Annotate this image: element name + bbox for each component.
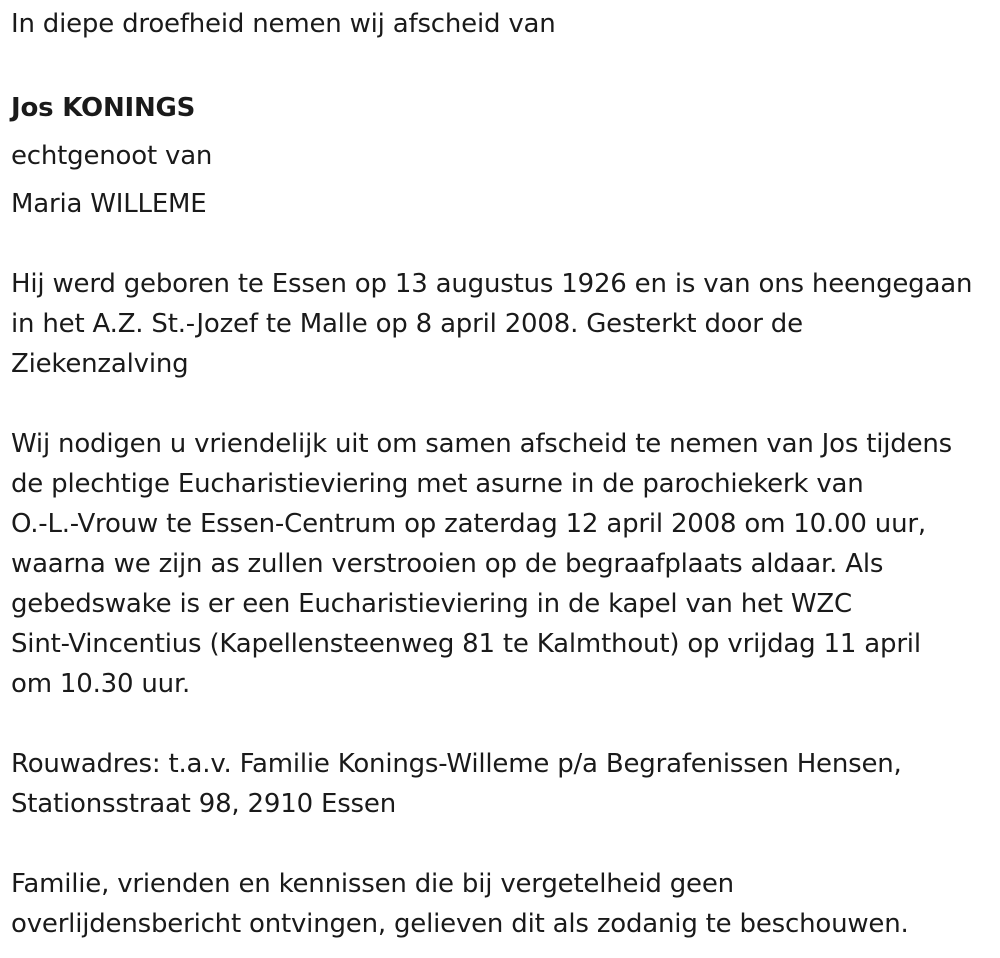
birth-paragraph	[11, 264, 996, 384]
paragraph-line: om 10.30 uur.	[11, 669, 191, 699]
closing-paragraph	[11, 864, 996, 944]
paragraph-line: gebedswake is er een Eucharistieviering in de kapel van het WZC	[11, 589, 852, 619]
ceremony-paragraph	[11, 424, 996, 704]
spouse-name: Maria WILLEME	[11, 189, 207, 219]
paragraph-line: waarna we zijn as zullen verstrooien op de begraafplaats aldaar. Als	[11, 549, 884, 579]
paragraph-line: Familie, vrienden en kennissen die bij vergetelheid geen	[11, 869, 734, 899]
paragraph-line: Wij nodigen u vriendelijk uit om samen afscheid te nemen van Jos tijdens	[11, 429, 953, 459]
paragraph-line: Hij werd geboren te Essen op 13 augustus 1926 en is van ons heengegaan	[11, 269, 973, 299]
intro-text: In diepe droefheid nemen wij afscheid van	[11, 9, 556, 39]
paragraph-line: de plechtige Eucharistieviering met asurne in de parochiekerk van	[11, 469, 864, 499]
paragraph-line: O.-L.-Vrouw te Essen-Centrum op zaterdag 12 april 2008 om 10.00 uur,	[11, 509, 926, 539]
paragraph-line: Sint-Vincentius (Kapellensteenweg 81 te Kalmthout) op vrijdag 11 april	[11, 629, 921, 659]
address-paragraph	[11, 744, 996, 824]
paragraph-line: Stationsstraat 98, 2910 Essen	[11, 789, 396, 819]
relation-text: echtgenoot van	[11, 141, 213, 171]
deceased-name: Jos KONINGS	[11, 93, 196, 123]
paragraph-line: Rouwadres: t.a.v. Familie Konings-Willeme p/a Begrafenissen Hensen,	[11, 749, 902, 779]
paragraph-line: in het A.Z. St.-Jozef te Malle op 8 april 2008. Gesterkt door de	[11, 309, 803, 339]
paragraph-line: overlijdensbericht ontvingen, gelieven dit als zodanig te beschouwen.	[11, 909, 909, 939]
paragraph-line: Ziekenzalving	[11, 349, 189, 379]
obituary-notice	[11, 0, 996, 944]
